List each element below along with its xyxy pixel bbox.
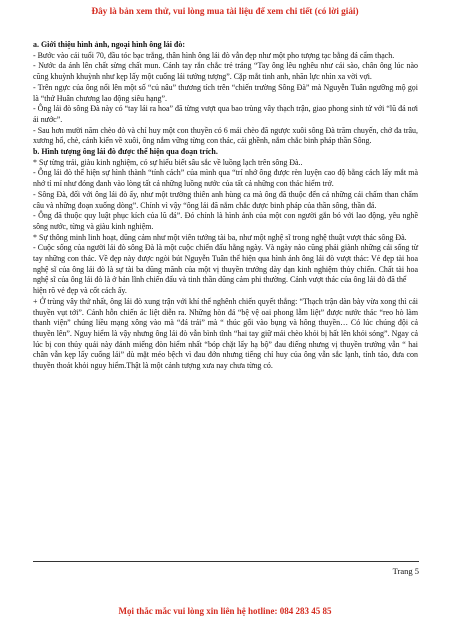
body-paragraph: - Ông lái đò sông Đà này có “tay lái ra hoa” đã từng vượt qua bao trùng vây thạch trận, giao phong sinh tử với “lũ đá nơi ải nước”. <box>33 104 418 124</box>
preview-notice-header: Đây là bản xem thử, vui lòng mua tài liệu để xem chi tiết (có lời giải) <box>91 6 359 16</box>
section-heading-b: b. Hình tượng ông lái đò được thể hiện qua đoạn trích. <box>33 147 218 157</box>
hotline-footer: Mọi thắc mắc vui lòng xin liên hệ hotline: 084 283 45 85 <box>118 606 332 616</box>
body-paragraph: - Bước vào cái tuổi 70, đầu tóc bạc trắng, thân hình ông lái đò vẫn đẹp như một pho tượng tạc bằng đá cẩm thạch. <box>33 50 395 60</box>
document-body <box>33 40 418 372</box>
body-paragraph: * Sự từng trải, giàu kinh nghiệm, có sự hiểu biết sâu sắc về luồng lạch trên sông Đà.. <box>33 157 303 167</box>
section-heading-a: a. Giới thiệu hình ảnh, ngoại hình ông lái đò: <box>33 40 185 49</box>
page-number: Trang 5 <box>392 566 419 576</box>
body-paragraph: - Nước da ánh lên chất sừng chất mun. Cánh tay rắn chắc trẻ tráng “Tay ông lêu nghêu như cái sào, chân ông lúc nào cũng khuỳnh khuỳnh như kẹp lấy một cuống lái tưởng tượng”. Cặp mắt tinh anh, nhãn lực nhìn xa vời vợi. <box>33 61 418 82</box>
body-paragraph: - Trên ngực của ông nổi lên một số “củ nâu” thương tích trên “chiến trường Sông Đà” mà Nguyễn Tuân ngưỡng mộ gọi là “thứ Huân chương lao động siêu hạng”. <box>33 82 418 103</box>
body-paragraph: + Ở trùng vây thứ nhất, ông lái đò xung trận với khí thế nghênh chiến quyết thắng: “Thạch trận dàn bày vừa xong thì cái thuyền vụt tới”. Cảnh hỗn chiến ác liệt diễn ra. Những hòn đá “bệ vệ oai phong lẫm liệt” được nước thác “reo hò làm thanh viện” chúng liều mạng xông vào mà “đá trái” mà “ thúc gối vào bụng và hông thuyền… Có lúc chúng đội cả thuyền lên”. Nguy hiểm là vậy nhưng ông lái đò vẫn bình tĩnh “hai tay giữ mái chèo khỏi bị hất lên khỏi sóng”. Ngay cả lúc bị con thủy quái này đánh miếng đòn hiểm nhất “bóp chặt lấy hạ bộ” đau điếng nhưng vị thuyền trưởng vẫn “ hai chân vẫn kẹp lấy cuống lái” dù mặt méo bệch vì đau đớn nhưng tiếng chỉ huy của ông vẫn sắc lạnh, tỉnh táo, đưa con thuyền thoát khỏi nguy hiểm.Thật là một cảnh tượng xưa nay chưa từng có. <box>33 296 418 371</box>
body-paragraph: * Sự thông minh linh hoạt, dũng cảm như một viên tướng tài ba, như một nghệ sĩ trong nghệ thuật vượt thác sông Đà. <box>33 232 407 242</box>
body-paragraph: - Sông Đà, đối với ông lái đò ấy, như một trường thiên anh hùng ca mà ông đã thuộc đến cả những cái chấm than chấm câu và những đoạn xuống dòng”. Chính vì vậy “ông lái đã nắm chắc được binh pháp của thần sông, thần đá. <box>33 189 418 210</box>
body-paragraph: hiện rõ vẻ đẹp và cốt cách ấy. <box>33 286 127 296</box>
footer-divider <box>33 561 419 562</box>
body-paragraph: - Sau hơn mười năm chèo đò và chỉ huy một con thuyền có 6 mái chèo đã ngược xuôi sông Đà trăm chuyến, chở đa trâu, xương hổ, chè, cánh kiến về xuôi, ông nắm vững từng con thác, cái ghềnh, nắm chắc binh pháp thần Sông. <box>33 125 418 146</box>
body-paragraph: - Ông đã thuộc quy luật phục kích của lũ đá”. Đó chính là hình ảnh của một con người gắn bó với lao động, yêu nghề sông nước, từng và giàu kinh nghiệm. <box>33 211 418 231</box>
body-paragraph: - Ông lái đò thể hiện sự hình thành “tính cách” của mình qua “trí nhớ ông được rèn luyện cao độ bằng cách lấy mắt mà nhớ tỉ mỉ như đóng đanh vào lòng tất cả những luồng nước của tất cả những con thác hiểm trở. <box>33 168 418 189</box>
body-paragraph: - Cuộc sống của người lái đò sông Đà là một cuộc chiến đấu hằng ngày. Và ngày nào cũng phải giành những cái sống từ tay những con thác. Về đẹp này được ngòi bút Nguyễn Tuân thể hiện qua hình ảnh ông lái đò vượt thác: Vẻ đẹp tài hoa nghệ sĩ của ông lái đò là sự tài ba dũng mãnh của một vị thuyền trưởng dày dạn kinh nghiệm thủy chiến. Chất tài hoa nghệ sĩ của ông lái đò là ở bản lĩnh chiến đấu và tinh thần dũng cảm phi thường. Cảnh vượt thác của ông lái đò đã thể <box>33 243 418 285</box>
